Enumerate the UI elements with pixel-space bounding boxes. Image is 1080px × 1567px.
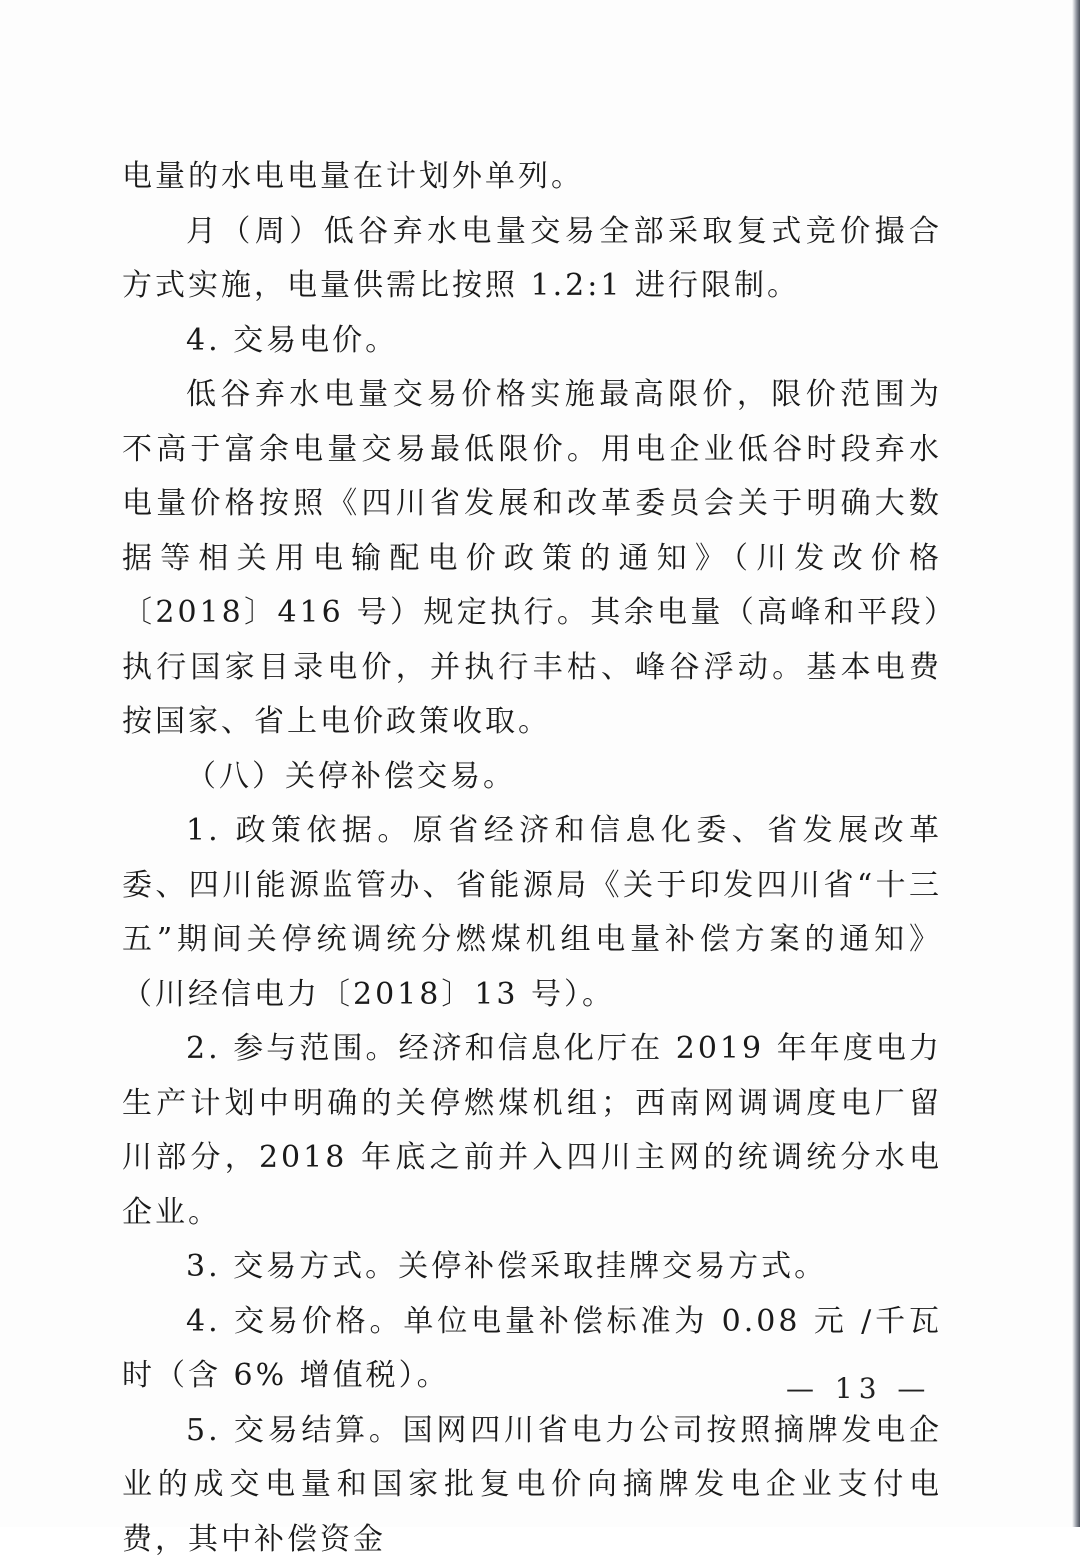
page-edge-shadow <box>1072 0 1080 1527</box>
paragraph-3-heading: 4. 交易电价。 <box>122 314 942 369</box>
paragraph-2: 月（周）低谷弃水电量交易全部采取复式竞价撮合方式实施，电量供需比按照 1.2:1 进行限制。 <box>122 205 942 314</box>
document-body <box>122 150 942 1567</box>
paragraph-settlement: 5. 交易结算。国网四川省电力公司按照摘牌发电企业的成交电量和国家批复电价向摘牌发电企业支付电费，其中补偿资金 <box>122 1404 942 1567</box>
paragraph-scope: 2. 参与范围。经济和信息化厅在 2019 年年度电力生产计划中明确的关停燃煤机组；西南网调调度电厂留川部分，2018 年底之前并入四川主网的统调统分水电企业。 <box>122 1022 942 1240</box>
paragraph-policy-basis: 1. 政策依据。原省经济和信息化委、省发展改革委、四川能源监管办、省能源局《关于印发四川省“十三五”期间关停统调统分燃煤机组电量补偿方案的通知》（川经信电力〔2018〕13 号）。 <box>122 804 942 1022</box>
page-number: — 13 — <box>786 1372 931 1405</box>
section-heading-8: （八）关停补偿交易。 <box>122 750 942 805</box>
paragraph-trade-method: 3. 交易方式。关停补偿采取挂牌交易方式。 <box>122 1240 942 1295</box>
paragraph-1: 电量的水电电量在计划外单列。 <box>122 150 942 205</box>
paragraph-4: 低谷弃水电量交易价格实施最高限价，限价范围为不高于富余电量交易最低限价。用电企业低谷时段弃水电量价格按照《四川省发展和改革委员会关于明确大数据等相关用电输配电价政策的通知》（川发改价格〔2018〕416 号）规定执行。其余电量（高峰和平段）执行国家目录电价，并执行丰枯、峰谷浮动。基本电费按国家、省上电价政策收取。 <box>122 368 942 750</box>
paragraph-trade-price: 4. 交易价格。单位电量补偿标准为 0.08 元 /千瓦时（含 6% 增值税）。 <box>122 1295 942 1404</box>
